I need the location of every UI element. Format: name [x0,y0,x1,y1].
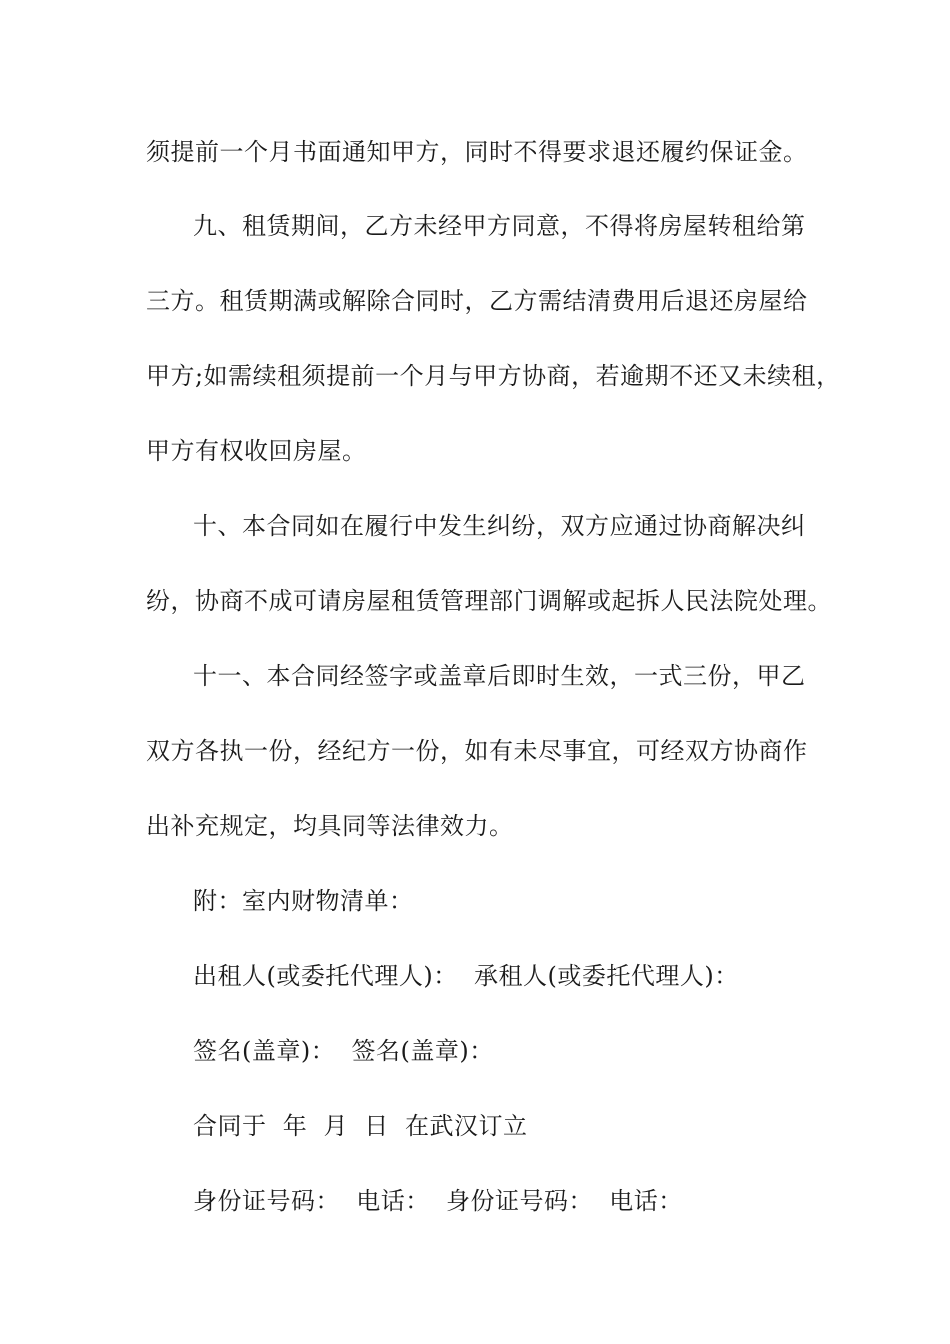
clause-9-line-1: 九、租赁期间，乙方未经甲方同意，不得将房屋转租给第 [193,212,806,240]
text-line-1: 须提前一个月书面通知甲方，同时不得要求退还履约保证金。 [146,138,808,166]
id-phone-line: 身份证号码： 电话： 身份证号码： 电话： [193,1187,683,1215]
clause-11-line-3: 出补充规定，均具同等法律效力。 [146,812,514,840]
clause-9-line-2: 三方。租赁期满或解除合同时，乙方需结清费用后退还房屋给 [146,287,808,315]
clause-10-line-1: 十、本合同如在履行中发生纠纷，双方应通过协商解决纠 [193,512,806,540]
clause-11-line-1: 十一、本合同经签字或盖章后即时生效，一式三份，甲乙 [193,662,806,690]
clause-10-line-2: 纷，协商不成可请房屋租赁管理部门调解或起拆人民法院处理。 [146,587,832,615]
parties-line: 出租人(或委托代理人)： 承租人(或委托代理人)： [193,962,739,990]
signature-line: 签名(盖章)： 签名(盖章)： [193,1037,494,1065]
contract-date-line: 合同于 年 月 日 在武汉订立 [193,1112,528,1140]
clause-11-line-2: 双方各执一份，经纪方一份，如有未尽事宜，可经双方协商作 [146,737,808,765]
clause-9-line-4: 甲方有权收回房屋。 [146,437,367,465]
clause-9-line-3: 甲方;如需续租须提前一个月与甲方协商，若逾期不还又未续租， [146,362,841,390]
attachment-line: 附：室内财物清单： [193,887,414,915]
